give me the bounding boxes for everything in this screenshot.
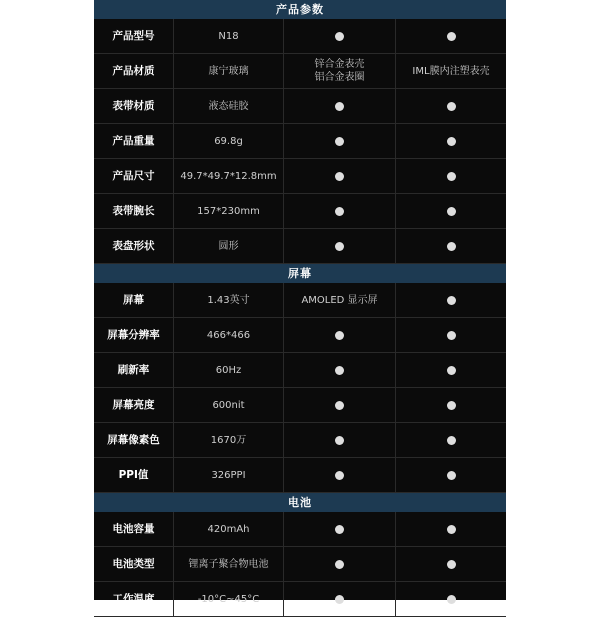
row-variant-a	[284, 124, 396, 158]
row-variant-a	[284, 547, 396, 581]
row-value: 60Hz	[174, 353, 284, 387]
bullet-dot-icon	[447, 595, 456, 604]
row-value: 420mAh	[174, 512, 284, 546]
row-value: 326PPI	[174, 458, 284, 492]
table-row	[94, 194, 506, 229]
table-row	[94, 19, 506, 54]
bullet-dot-icon	[335, 595, 344, 604]
row-label: 刷新率	[94, 353, 174, 387]
bullet-dot-icon	[335, 401, 344, 410]
row-label: 产品重量	[94, 124, 174, 158]
bullet-dot-icon	[335, 102, 344, 111]
bullet-dot-icon	[447, 366, 456, 375]
table-row	[94, 283, 506, 318]
row-value: 466*466	[174, 318, 284, 352]
row-variant-b	[396, 194, 506, 228]
row-variant-a	[284, 89, 396, 123]
row-variant-a	[284, 318, 396, 352]
bullet-dot-icon	[335, 525, 344, 534]
row-variant-a	[284, 582, 396, 616]
row-value: 1670万	[174, 423, 284, 457]
row-label: 屏幕亮度	[94, 388, 174, 422]
table-row	[94, 512, 506, 547]
bullet-dot-icon	[335, 436, 344, 445]
row-label: 屏幕分辨率	[94, 318, 174, 352]
row-value: 液态硅胶	[174, 89, 284, 123]
bullet-dot-icon	[447, 172, 456, 181]
table-row	[94, 458, 506, 493]
bullet-dot-icon	[335, 471, 344, 480]
row-variant-a	[284, 423, 396, 457]
row-variant-a	[284, 353, 396, 387]
bullet-dot-icon	[335, 32, 344, 41]
row-variant-b	[396, 388, 506, 422]
bullet-dot-icon	[447, 296, 456, 305]
bullet-dot-icon	[447, 525, 456, 534]
row-label: 表盘形状	[94, 229, 174, 263]
row-value: 600nit	[174, 388, 284, 422]
row-value: 1.43英寸	[174, 283, 284, 317]
row-variant-a	[284, 512, 396, 546]
table-row	[94, 124, 506, 159]
table-row	[94, 89, 506, 124]
row-value: 69.8g	[174, 124, 284, 158]
bullet-dot-icon	[447, 436, 456, 445]
table-row	[94, 318, 506, 353]
row-variant-b	[396, 124, 506, 158]
table-row	[94, 388, 506, 423]
bullet-dot-icon	[335, 331, 344, 340]
row-label: 屏幕像素色	[94, 423, 174, 457]
bullet-dot-icon	[447, 102, 456, 111]
spec-table	[94, 0, 506, 605]
bullet-dot-icon	[447, 401, 456, 410]
row-label: 表带腕长	[94, 194, 174, 228]
row-label: PPI值	[94, 458, 174, 492]
bullet-dot-icon	[447, 560, 456, 569]
section-header: 产品参数	[94, 0, 506, 19]
bullet-dot-icon	[335, 207, 344, 216]
row-variant-b: IML膜内注塑表壳	[412, 65, 490, 77]
row-label: 表带材质	[94, 89, 174, 123]
row-label: 屏幕	[94, 283, 174, 317]
row-value: 49.7*49.7*12.8mm	[174, 159, 284, 193]
bullet-dot-icon	[447, 331, 456, 340]
row-label: 工作温度	[94, 582, 174, 616]
row-variant-a	[284, 159, 396, 193]
row-variant-a	[284, 458, 396, 492]
row-value: -10°C~45°C	[174, 582, 284, 616]
row-variant-a	[284, 194, 396, 228]
row-variant-a	[284, 19, 396, 53]
row-variant-a: 锌合金表壳 铝合金表圈	[284, 54, 396, 88]
row-value: N18	[174, 19, 284, 53]
bullet-dot-icon	[447, 207, 456, 216]
bullet-dot-icon	[447, 32, 456, 41]
row-value: 157*230mm	[174, 194, 284, 228]
row-variant-b	[396, 159, 506, 193]
bullet-dot-icon	[447, 471, 456, 480]
bullet-dot-icon	[335, 560, 344, 569]
row-value: 圆形	[174, 229, 284, 263]
row-variant-b	[396, 318, 506, 352]
table-row	[94, 159, 506, 194]
table-row	[94, 353, 506, 388]
row-label: 产品型号	[94, 19, 174, 53]
row-variant-b	[396, 353, 506, 387]
table-row	[94, 423, 506, 458]
bullet-dot-icon	[335, 366, 344, 375]
row-label: 电池容量	[94, 512, 174, 546]
section-header: 电池	[94, 493, 506, 512]
section-header: 屏幕	[94, 264, 506, 283]
table-row	[94, 229, 506, 264]
bullet-dot-icon	[447, 137, 456, 146]
row-variant-a	[284, 229, 396, 263]
row-variant-b	[396, 89, 506, 123]
table-row	[94, 547, 506, 582]
row-label: 电池类型	[94, 547, 174, 581]
row-variant-b	[396, 423, 506, 457]
row-variant-b	[396, 283, 506, 317]
row-label: 产品材质	[94, 54, 174, 88]
row-value: 康宁玻璃	[174, 54, 284, 88]
row-variant-b	[396, 512, 506, 546]
bullet-dot-icon	[335, 242, 344, 251]
row-value: 锂离子聚合物电池	[174, 547, 284, 581]
row-label: 产品尺寸	[94, 159, 174, 193]
row-variant-b	[396, 19, 506, 53]
row-variant-b	[396, 582, 506, 616]
table-row	[94, 54, 506, 89]
row-variant-b	[396, 458, 506, 492]
row-variant-b	[396, 229, 506, 263]
bullet-dot-icon	[335, 172, 344, 181]
bullet-dot-icon	[447, 242, 456, 251]
row-variant-a	[284, 388, 396, 422]
bullet-dot-icon	[335, 137, 344, 146]
row-variant-a: AMOLED 显示屏	[284, 283, 396, 317]
row-variant-b	[396, 547, 506, 581]
